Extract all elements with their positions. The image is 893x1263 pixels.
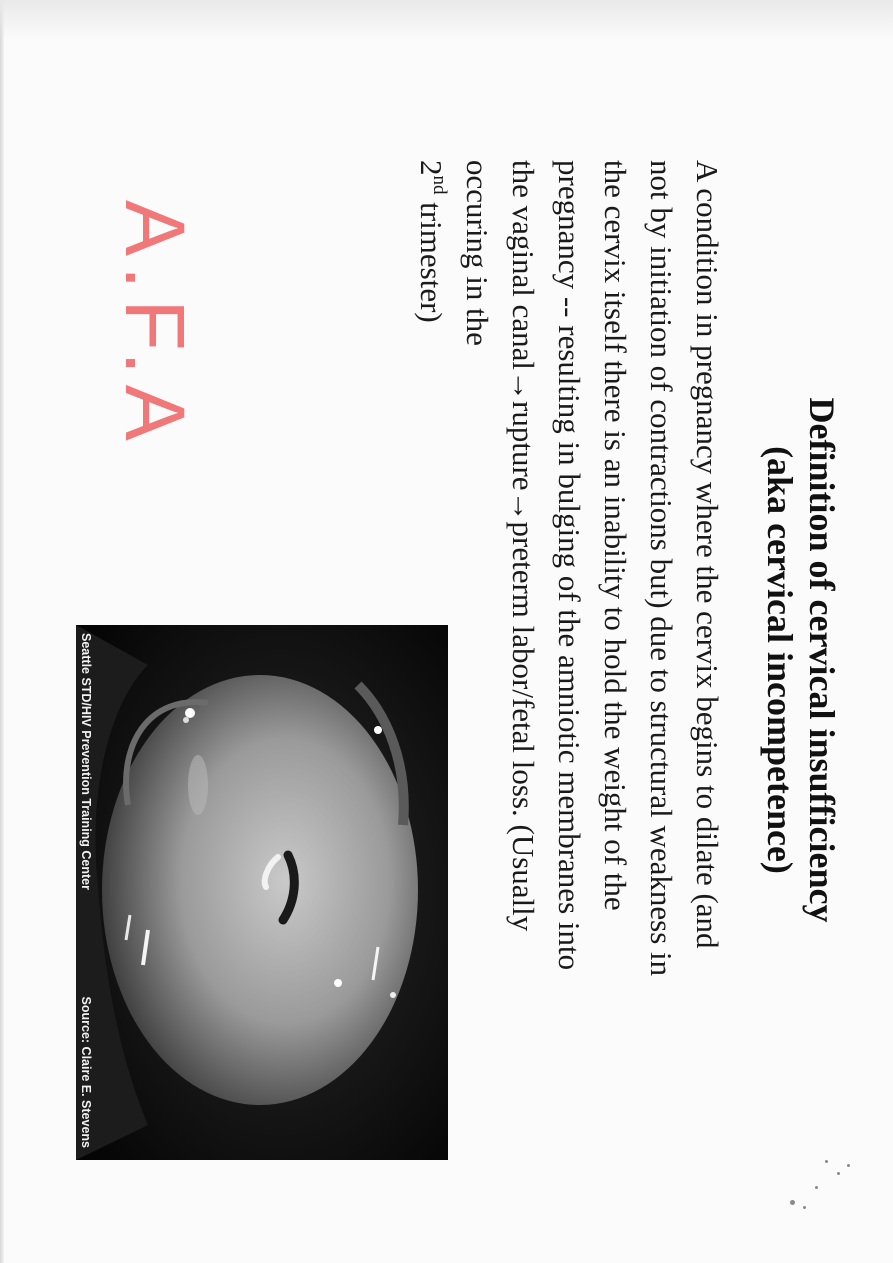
body-line-2: not by initiation of contractions but) due to structural weakness in bbox=[644, 160, 679, 977]
definition-text bbox=[408, 160, 730, 1160]
body-line-3: the cervix itself there is an inability to hold the weight of the bbox=[598, 160, 633, 911]
speck bbox=[837, 1172, 840, 1175]
speck bbox=[847, 1164, 850, 1167]
afa-watermark: A.F.A bbox=[108, 200, 202, 451]
body-line-4: pregnancy -- resulting in bulging of the amniotic membranes into bbox=[552, 160, 587, 971]
speck bbox=[825, 1160, 828, 1163]
photo-caption-right: Source: Claire E. Stevens bbox=[79, 996, 93, 1148]
title-line-2: (aka cervical incompetence) bbox=[760, 446, 800, 874]
photo-caption-left: Seattle STD/HIV Prevention Training Center bbox=[79, 633, 93, 891]
body-line-5: the vaginal canal→rupture→preterm labor/fetal loss. (Usually bbox=[506, 160, 541, 932]
cervix-photo bbox=[76, 625, 448, 1160]
body-line-7-prefix: 2 bbox=[414, 160, 449, 176]
rotated-slide bbox=[53, 100, 843, 1220]
speck bbox=[803, 1206, 806, 1209]
page-left-edge bbox=[0, 0, 4, 1263]
scan-specks bbox=[775, 1150, 875, 1220]
cervix-shape bbox=[102, 675, 418, 1105]
body-line-7-ordinal: nd bbox=[429, 175, 450, 195]
body-line-1: A condition in pregnancy where the cervix begins to dilate (and bbox=[690, 160, 725, 949]
body-line-6: occuring in the bbox=[460, 160, 495, 346]
body-line-7-suffix: trimester) bbox=[414, 194, 449, 323]
slide-title bbox=[759, 100, 843, 1220]
speck bbox=[790, 1200, 795, 1205]
title-line-1: Definition of cervical insufficiency bbox=[802, 397, 842, 923]
cervix-photo-illustration bbox=[76, 625, 448, 1160]
page-top-shade bbox=[0, 0, 893, 40]
speck bbox=[815, 1186, 818, 1189]
